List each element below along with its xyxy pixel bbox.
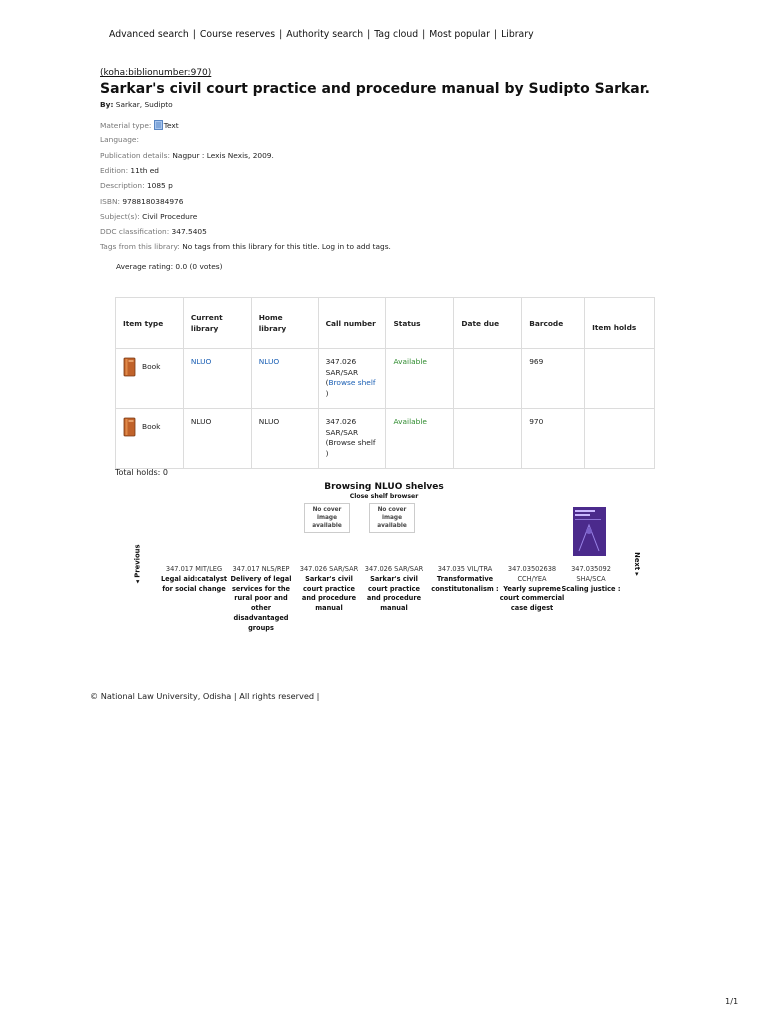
column-header[interactable]: Barcode xyxy=(522,298,585,349)
close-shelf-browser-button[interactable]: Close shelf browser xyxy=(349,493,419,500)
nav-separator: | xyxy=(192,29,196,40)
cell-call-number xyxy=(318,409,386,469)
field-label: DDC classification: xyxy=(100,227,170,236)
cell-home-library xyxy=(251,349,318,409)
nav-authority-search[interactable]: Authority search xyxy=(286,29,364,40)
record-title: Sarkar's civil court practice and procedure manual by Sudipto Sarkar. xyxy=(100,81,650,97)
status-badge: Available xyxy=(393,357,427,366)
column-header[interactable]: Item type xyxy=(116,298,184,349)
field-value: 11th ed xyxy=(130,166,159,175)
table-row xyxy=(116,409,655,469)
field-value: 9788180384976 xyxy=(122,196,184,206)
nav-separator: | xyxy=(367,29,371,40)
field-label: Subject(s): xyxy=(100,211,140,221)
total-holds: Total holds: 0 xyxy=(115,468,168,477)
average-rating: Average rating: 0.0 (0 votes) xyxy=(116,262,223,271)
home-library: NLUO xyxy=(258,417,280,426)
shelf-item[interactable] xyxy=(360,565,428,614)
column-header[interactable]: Status xyxy=(386,298,454,349)
shelf-title: Legal aid:catalyst for social change xyxy=(160,574,228,593)
field-label: Edition: xyxy=(100,166,129,175)
previous-button[interactable] xyxy=(134,544,142,583)
field-label: Material type: xyxy=(100,121,152,130)
shelf-item[interactable] xyxy=(295,565,363,614)
nav-separator: | xyxy=(493,29,498,40)
cell-item-type xyxy=(116,349,184,409)
field-value: 347.5405 xyxy=(171,227,207,236)
subject-link[interactable]: Civil Procedure xyxy=(142,211,198,221)
biblionumber-link[interactable]: (koha:biblionumber:970) xyxy=(100,68,212,78)
paren-close: ) xyxy=(325,388,329,398)
nav-separator: | xyxy=(422,29,426,40)
nav-advanced-search[interactable]: Advanced search xyxy=(109,29,189,40)
browse-shelf-link[interactable]: Browse shelf xyxy=(328,438,376,447)
shelf-title: Sarkar's civil court practice and procedure manual xyxy=(366,574,422,613)
cell-home-library xyxy=(251,409,318,469)
home-library-link[interactable]: NLUO xyxy=(258,357,280,366)
current-library: NLUO xyxy=(190,417,212,426)
cell-date-due xyxy=(454,409,522,469)
shelf-browser-title: Browsing NLUO shelves xyxy=(324,482,444,492)
column-header[interactable]: Date due xyxy=(454,298,522,349)
no-cover-placeholder[interactable]: No cover image available xyxy=(304,503,350,533)
paren-open: ( xyxy=(325,438,329,447)
text-document-icon xyxy=(154,120,163,130)
shelf-title: Yearly supreme court commercial case digest xyxy=(499,584,565,613)
previous-label: Previous xyxy=(133,544,142,578)
field-material-type xyxy=(100,120,179,130)
top-navigation xyxy=(109,29,534,40)
shelf-title: Delivery of legal services for the rural poor and other disadvantaged groups xyxy=(230,574,292,632)
shelf-item[interactable] xyxy=(160,565,228,594)
field-isbn xyxy=(100,197,183,206)
item-type-label: Book xyxy=(142,422,161,431)
field-value: No tags from this library for this title. Log in to add tags. xyxy=(182,242,391,251)
column-header[interactable]: Call number xyxy=(318,298,386,349)
cell-call-number xyxy=(318,349,386,409)
status-badge: Available xyxy=(393,417,427,426)
next-label: Next xyxy=(632,552,641,571)
paren-open: ( xyxy=(325,378,329,387)
shelf-item[interactable] xyxy=(498,565,566,614)
field-value: 1085 p xyxy=(146,181,173,190)
field-value: Nagpur : Lexis Nexis, 2009. xyxy=(172,150,274,160)
cell-date-due xyxy=(454,349,522,409)
nav-most-popular[interactable]: Most popular xyxy=(429,29,490,40)
table-header-row xyxy=(116,298,655,349)
shelf-call-number: 347.03502638 CCH/YEA xyxy=(507,565,557,583)
nav-separator: | xyxy=(279,29,283,40)
shelf-title: Scaling justice : xyxy=(561,584,621,593)
field-label: Publication details: xyxy=(100,150,171,160)
author-link[interactable]: Sarkar, Sudipto xyxy=(115,100,173,109)
shelf-title: Sarkar's civil court practice and procedure manual xyxy=(301,574,357,613)
author-label: By: xyxy=(100,100,114,109)
no-cover-placeholder[interactable]: No cover image available xyxy=(369,503,415,533)
book-icon xyxy=(123,357,136,377)
table-row xyxy=(116,349,655,409)
column-header[interactable]: Home library xyxy=(251,298,318,349)
book-icon xyxy=(123,417,136,437)
field-subjects xyxy=(100,212,197,221)
nav-tag-cloud[interactable]: Tag cloud xyxy=(374,29,419,40)
shelf-item[interactable] xyxy=(557,565,625,594)
browse-shelf-link[interactable]: Browse shelf xyxy=(328,378,376,387)
shelf-title: Transformative constitutonalism : xyxy=(431,574,499,593)
field-label: Language: xyxy=(100,135,139,144)
shelf-item[interactable] xyxy=(227,565,295,634)
shelf-item[interactable] xyxy=(426,565,504,594)
nav-library[interactable]: Library xyxy=(501,29,534,40)
shelf-call-number: 347.026 SAR/SAR xyxy=(364,565,424,573)
cell-status xyxy=(386,409,454,469)
book-cover-image[interactable] xyxy=(573,507,606,556)
field-label: Tags from this library: xyxy=(100,242,180,251)
current-library-link[interactable]: NLUO xyxy=(190,357,212,366)
call-number: 347.026 SAR/SAR xyxy=(325,417,359,437)
cell-current-library xyxy=(183,349,251,409)
shelf-call-number: 347.017 NLS/REP xyxy=(232,565,290,573)
page-number: 1/1 xyxy=(725,996,739,1006)
shelf-call-number: 347.035 VIL/TRA xyxy=(437,565,493,573)
shelf-call-number: 347.035092 SHA/SCA xyxy=(571,565,611,583)
column-header[interactable]: Current library xyxy=(183,298,251,349)
nav-course-reserves[interactable]: Course reserves xyxy=(199,29,276,40)
field-label: ISBN: xyxy=(100,196,120,206)
record-author xyxy=(100,100,173,109)
cell-item-holds xyxy=(585,349,655,409)
field-ddc-classification xyxy=(100,227,207,236)
cell-barcode: 969 xyxy=(522,349,585,409)
column-header[interactable]: Item holds xyxy=(585,298,655,349)
shelf-call-number: 347.017 MIT/LEG xyxy=(165,565,223,573)
field-publication-details xyxy=(100,151,274,160)
cell-item-holds xyxy=(585,409,655,469)
field-edition xyxy=(100,166,159,175)
shelf-call-number: 347.026 SAR/SAR xyxy=(299,565,359,573)
field-language xyxy=(100,135,139,144)
field-tags xyxy=(100,242,391,251)
cell-current-library xyxy=(183,409,251,469)
holdings-table xyxy=(115,297,655,469)
cell-barcode: 970 xyxy=(522,409,585,469)
paren-close: ) xyxy=(325,448,329,458)
field-description xyxy=(100,181,173,190)
chevron-right-icon: ▸ xyxy=(632,572,641,576)
cell-status xyxy=(386,349,454,409)
next-button[interactable] xyxy=(633,552,641,576)
call-number: 347.026 SAR/SAR xyxy=(325,357,359,377)
field-value: Text xyxy=(163,121,179,130)
chevron-left-icon: ◂ xyxy=(133,580,142,584)
item-type-label: Book xyxy=(142,362,161,371)
field-label: Description: xyxy=(100,181,145,190)
footer-copyright: © National Law University, Odisha | All rights reserved | xyxy=(90,691,320,701)
cell-item-type xyxy=(116,409,184,469)
